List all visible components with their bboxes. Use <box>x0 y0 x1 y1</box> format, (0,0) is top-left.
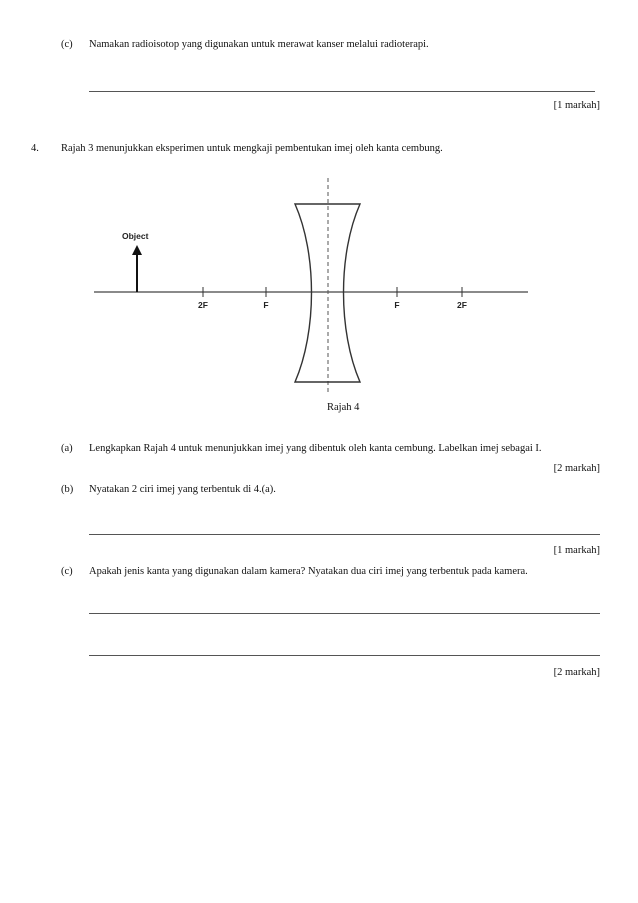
q4b-question-text: Nyatakan 2 ciri imej yang terbentuk di 4.(a). <box>89 484 276 495</box>
q4c-marks: [2 markah] <box>553 667 600 678</box>
label-2f-left: 2F <box>198 300 208 310</box>
q4a-question-text: Lengkapkan Rajah 4 untuk menunjukkan imej yang dibentuk oleh kanta cembung. Labelkan imej sebagai I. <box>89 443 542 454</box>
object-label: Object <box>122 231 149 241</box>
q4c-question-text: Apakah jenis kanta yang digunakan dalam kamera? Nyatakan dua ciri imej yang terbentuk pada kamera. <box>89 566 528 577</box>
q4b-label: (b) <box>61 484 74 495</box>
q4c-label: (c) <box>61 566 73 577</box>
q4b-answer-line[interactable] <box>89 534 600 535</box>
diagram-background <box>90 176 542 398</box>
lens-diagram-svg <box>90 176 542 398</box>
q3c-marks: [1 markah] <box>553 100 600 111</box>
q4c-answer-line-1[interactable] <box>89 613 600 614</box>
label-f-right: F <box>394 300 400 310</box>
label-2f-right: 2F <box>457 300 467 310</box>
q3c-question-text: Namakan radioisotop yang digunakan untuk merawat kanser melalui radioterapi. <box>89 39 429 50</box>
q4-intro-text: Rajah 3 menunjukkan eksperimen untuk mengkaji pembentukan imej oleh kanta cembung. <box>61 143 443 154</box>
q4-number: 4. <box>31 143 39 154</box>
q4a-marks: [2 markah] <box>553 463 600 474</box>
figure-caption: Rajah 4 <box>327 402 360 413</box>
q4a-label: (a) <box>61 443 73 454</box>
q4c-answer-line-2[interactable] <box>89 655 600 656</box>
q3c-label: (c) <box>61 39 73 50</box>
label-f-left: F <box>263 300 269 310</box>
lens-diagram <box>90 176 542 398</box>
q3c-answer-line[interactable] <box>89 91 595 92</box>
q4b-marks: [1 markah] <box>553 545 600 556</box>
